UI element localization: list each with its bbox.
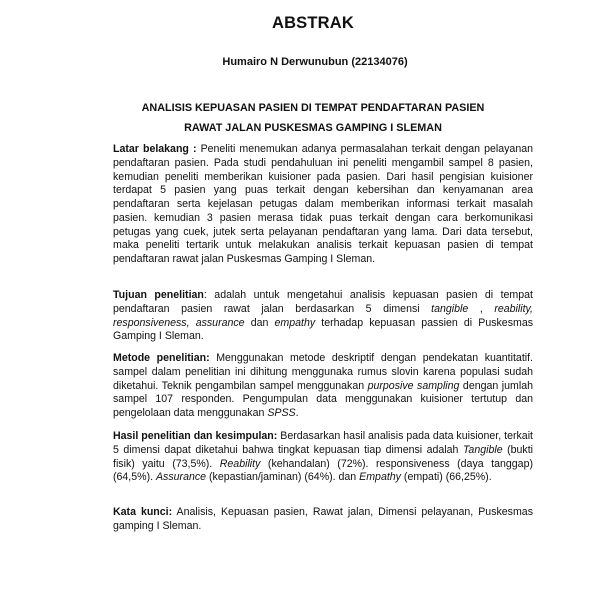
results-text: (bukti fisik) yaitu (73,5%). [113, 443, 533, 470]
objective-text: , [468, 302, 495, 315]
results-term: Empathy [359, 471, 401, 484]
abstract-heading: ABSTRAK [271, 14, 355, 32]
objective-text: terhadap kepuasan passien di Puskesmas Gamping I Sleman. [113, 316, 534, 343]
objective-paragraph [113, 289, 533, 344]
objective-text: : adalah untuk mengetahui analisis kepuasan pasien di tempat pendaftaran pasien rawat jalan berdasarkan 5 dimensi [113, 289, 533, 315]
method-text: Menggunakan metode deskriptif dengan pendekatan kuantitatif. sampel dalam penelitian ini dihitung menggunaka rumus slovin karena populasi sudah diketahui. Teknik pengambilan sampel menggunakan [113, 352, 534, 392]
background-paragraph [113, 143, 533, 267]
results-paragraph [113, 430, 533, 485]
objective-term: tangible [431, 302, 469, 315]
results-term: Reability [219, 457, 261, 470]
method-label: Metode penelitian: [113, 352, 210, 364]
method-term: SPSS [267, 407, 296, 419]
keywords-label: Kata kunci: [113, 506, 173, 518]
objective-term: empathy [274, 316, 316, 329]
objective-label: Tujuan penelitian [113, 289, 204, 301]
method-paragraph [113, 352, 533, 421]
thesis-title-line-1: ANALISIS KEPUASAN PASIEN DI TEMPAT PENDAFTARAN PASIEN [141, 102, 485, 114]
keywords-text: Analisis, Kepuasan pasien, Rawat jalan, Dimensi pelayanan, Puskesmas gamping I Sleman. [113, 506, 533, 532]
results-text: (kepastian/jaminan) (64%). dan [206, 471, 360, 484]
method-term: purposive sampling [367, 379, 460, 392]
results-term: Assurance [155, 471, 207, 484]
results-text: Berdasarkan hasil analisis pada data kuisioner, terkait 5 dimensi dapat diketahui bahwa tingkat kepuasan tiap dimensi adalah [113, 430, 533, 456]
objective-text: dan [244, 316, 275, 329]
background-text: Peneliti menemukan adanya permasalahan terkait dengan pelayanan pendaftaran pasien. Pada studi pendahuluan ini peneliti mengambil sampel 8 pasien, kemudian peneliti memberikan kuisioner pada pasien. Dari hasil pengisian kuisioner terdapat 5 pasien yang puas terkait dengan kebersihan dan kenyamanan area pendaftaran serta kejelasan petugas dalam memberikan informasi terkait masalah pasien. kemudian 3 pasien merasa tidak puas terkait dengan cara berkomunikasi petugas yang cuek, jutek serta pelayanan pendaftaran yang lama. Dari data tersebut, maka peneliti tertarik untuk melakukan analisis terkait kepuasan pasien di tempat pendaftaran rawat jalan Puskesmas Gamping I Sleman. [113, 143, 533, 265]
results-label: Hasil penelitian dan kesimpulan: [113, 430, 278, 442]
method-text: dengan jumlah sampel 107 responden. Pengumpulan data menggunakan kuisioner tertutup dan pengelolaan data menggunakan [113, 379, 533, 419]
author-line: Humairo N Derwunubun (22134076) [222, 56, 408, 68]
results-text: (kehandalan) (72%). responsiveness (daya tanggap) (64,5%). [113, 457, 533, 484]
keywords-paragraph [113, 506, 533, 534]
objective-term: reability, responsiveness, [113, 302, 533, 329]
method-text: . [295, 407, 299, 419]
thesis-title-line-2: RAWAT JALAN PUSKESMAS GAMPING I SLEMAN [184, 122, 442, 134]
objective-term: assurance [195, 316, 245, 329]
background-label: Latar belakang : [113, 143, 197, 155]
results-text: (empati) (66,25%). [400, 471, 492, 484]
results-term: Tangible [462, 443, 503, 456]
